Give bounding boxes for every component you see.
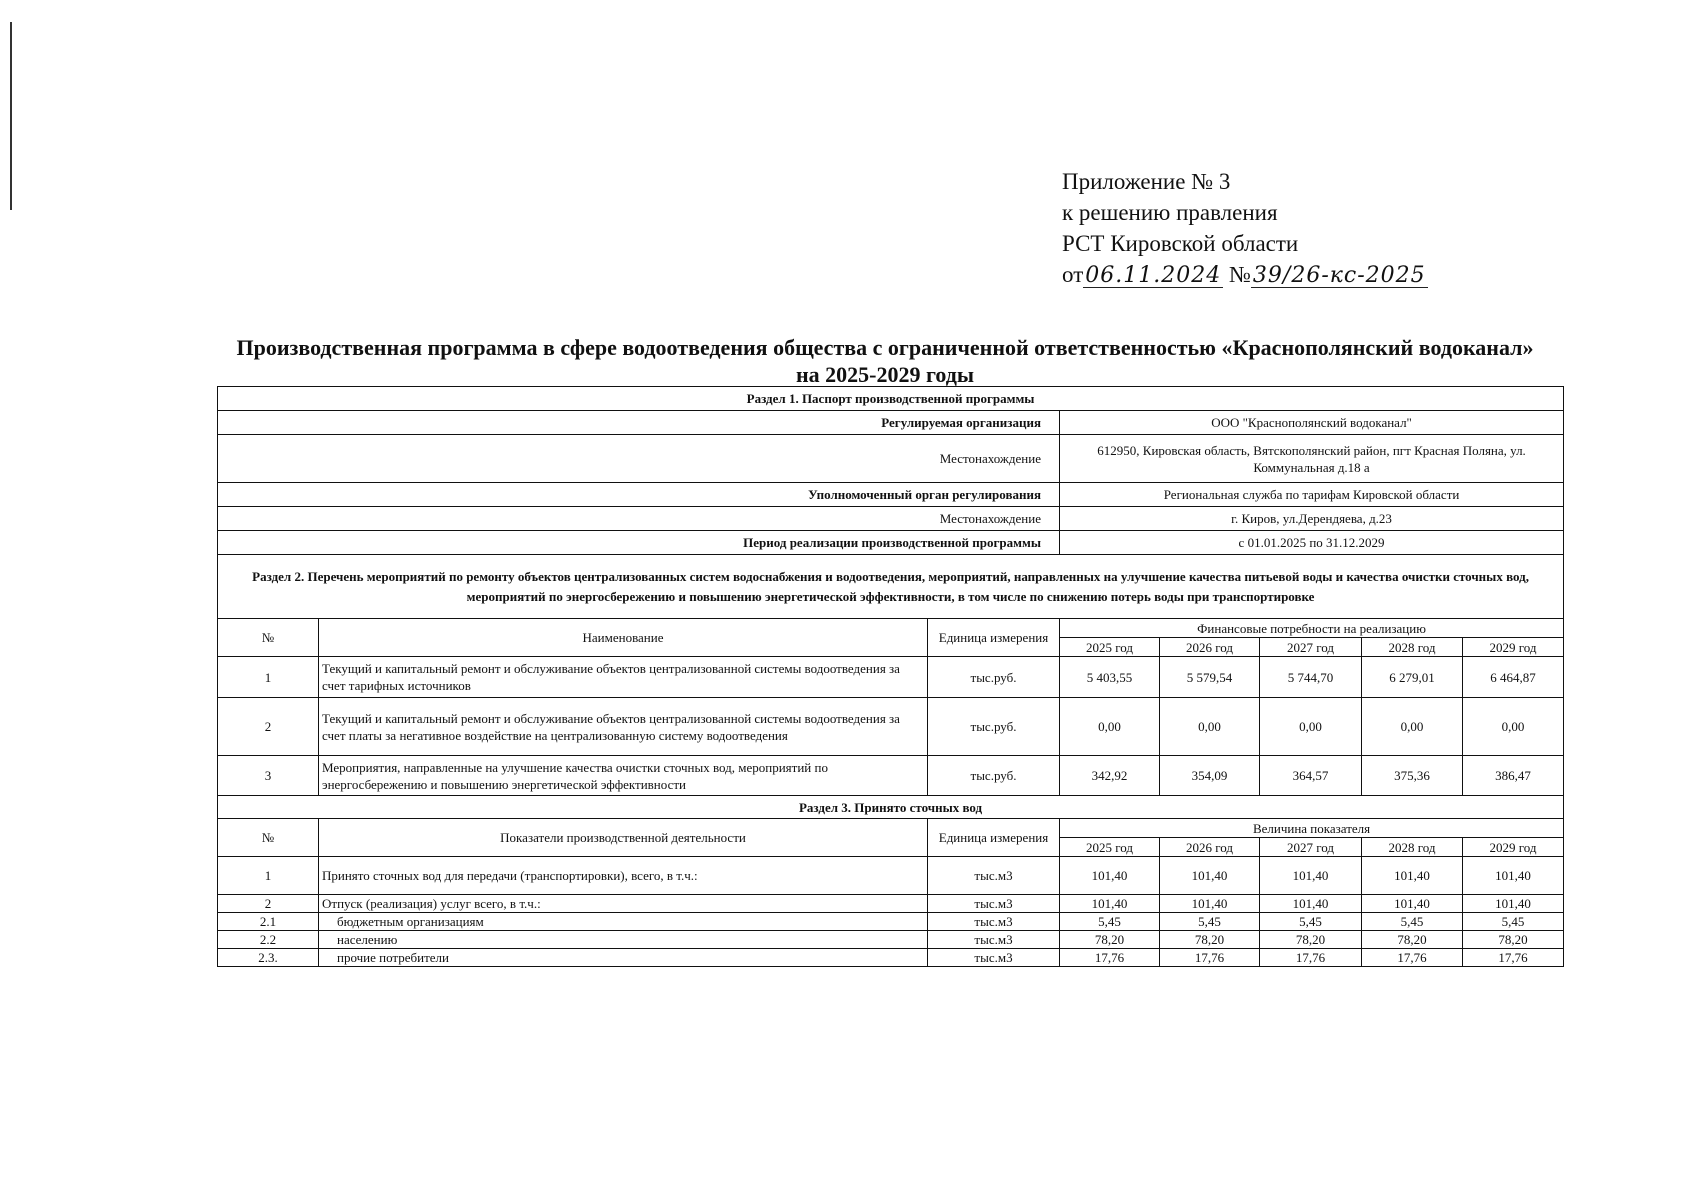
passport-value: с 01.01.2025 по 31.12.2029 [1060, 531, 1564, 555]
handwritten-date: 06.11.2024 [1085, 263, 1222, 288]
row-number: 2 [218, 698, 319, 756]
row-value: 101,40 [1463, 857, 1564, 895]
passport-label: Период реализации производственной программы [218, 531, 1060, 555]
table-row [218, 756, 1564, 796]
section2-col-group: Финансовые потребности на реализацию [1060, 619, 1564, 638]
passport-label: Местонахождение [218, 507, 1060, 531]
passport-row [218, 435, 1564, 483]
row-value: 0,00 [1060, 698, 1160, 756]
appendix-line-1: Приложение № 3 [1062, 169, 1231, 194]
passport-row [218, 411, 1564, 435]
row-value: 375,36 [1362, 756, 1463, 796]
row-value: 101,40 [1463, 895, 1564, 913]
section3-heading: Раздел 3. Принято сточных вод [218, 796, 1564, 819]
row-value: 0,00 [1463, 698, 1564, 756]
year-header: 2026 год [1160, 838, 1260, 857]
title-line-2: на 2025-2029 годы [795, 362, 975, 387]
row-value: 78,20 [1463, 931, 1564, 949]
row-value: 78,20 [1362, 931, 1463, 949]
row-value: 6 464,87 [1463, 657, 1564, 698]
row-value: 101,40 [1160, 857, 1260, 895]
section2-col-unit: Единица измерения [928, 619, 1060, 657]
row-unit: тыс.м3 [928, 949, 1060, 967]
table-row [218, 857, 1564, 895]
passport-label: Уполномоченный орган регулирования [218, 483, 1060, 507]
section3-col-num: № [218, 819, 319, 857]
section1-heading: Раздел 1. Паспорт производственной программы [218, 387, 1564, 411]
row-value: 101,40 [1362, 895, 1463, 913]
row-value: 6 279,01 [1362, 657, 1463, 698]
row-name: Текущий и капитальный ремонт и обслуживание объектов централизованной системы водоотведения за счет платы за негативное воздействие на централизованную систему водоотведения [319, 698, 928, 756]
row-value: 5,45 [1160, 913, 1260, 931]
appendix-line-2: к решению правления [1062, 200, 1278, 225]
year-header: 2027 год [1260, 838, 1362, 857]
row-value: 101,40 [1060, 857, 1160, 895]
row-unit: тыс.м3 [928, 913, 1060, 931]
row-value: 17,76 [1463, 949, 1564, 967]
row-unit: тыс.руб. [928, 756, 1060, 796]
row-number: 1 [218, 657, 319, 698]
row-name: прочие потребители [319, 949, 928, 967]
section2-col-num: № [218, 619, 319, 657]
passport-value: Региональная служба по тарифам Кировской области [1060, 483, 1564, 507]
passport-row [218, 483, 1564, 507]
passport-value: 612950, Кировская область, Вятскополянский район, пгт Красная Поляна, ул. Коммунальная д.18 а [1060, 435, 1564, 483]
row-unit: тыс.руб. [928, 698, 1060, 756]
row-unit: тыс.м3 [928, 895, 1060, 913]
table-row [218, 657, 1564, 698]
year-header: 2027 год [1260, 638, 1362, 657]
row-name: Отпуск (реализация) услуг всего, в т.ч.: [319, 895, 928, 913]
handwritten-number: 39/26-кс-2025 [1252, 263, 1426, 288]
row-name: населению [319, 931, 928, 949]
year-header: 2028 год [1362, 638, 1463, 657]
year-header: 2026 год [1160, 638, 1260, 657]
row-value: 101,40 [1362, 857, 1463, 895]
row-value: 17,76 [1160, 949, 1260, 967]
row-value: 101,40 [1260, 895, 1362, 913]
year-header: 2025 год [1060, 638, 1160, 657]
row-value: 5,45 [1362, 913, 1463, 931]
table-row [218, 931, 1564, 949]
passport-row [218, 507, 1564, 531]
appendix-line-3: РСТ Кировской области [1062, 231, 1299, 256]
row-number: 2.2 [218, 931, 319, 949]
row-unit: тыс.руб. [928, 657, 1060, 698]
row-value: 5,45 [1060, 913, 1160, 931]
appendix-block [1062, 166, 1428, 290]
year-header: 2029 год [1463, 838, 1564, 857]
document-title [200, 334, 1570, 388]
row-number: 3 [218, 756, 319, 796]
table-row [218, 949, 1564, 967]
row-value: 354,09 [1160, 756, 1260, 796]
row-number: 2.1 [218, 913, 319, 931]
row-name: бюджетным организациям [319, 913, 928, 931]
row-unit: тыс.м3 [928, 857, 1060, 895]
section3-col-group: Величина показателя [1060, 819, 1564, 838]
row-value: 5 579,54 [1160, 657, 1260, 698]
number-sign: № [1228, 262, 1251, 287]
row-value: 101,40 [1060, 895, 1160, 913]
page-edge-mark [10, 22, 12, 210]
row-value: 78,20 [1160, 931, 1260, 949]
section3-col-unit: Единица измерения [928, 819, 1060, 857]
title-line-1: Производственная программа в сфере водоотведения общества с ограниченной ответственностью «Краснополянский водоканал» [236, 335, 1534, 360]
row-value: 0,00 [1160, 698, 1260, 756]
row-value: 364,57 [1260, 756, 1362, 796]
row-name: Текущий и капитальный ремонт и обслуживание объектов централизованной системы водоотведения за счет тарифных источников [319, 657, 928, 698]
row-value: 386,47 [1463, 756, 1564, 796]
from-prefix: от [1062, 262, 1084, 287]
row-value: 101,40 [1160, 895, 1260, 913]
row-number: 2.3. [218, 949, 319, 967]
table-row [218, 895, 1564, 913]
row-value: 78,20 [1260, 931, 1362, 949]
row-value: 17,76 [1260, 949, 1362, 967]
row-number: 1 [218, 857, 319, 895]
row-name: Принято сточных вод для передачи (транспортировки), всего, в т.ч.: [319, 857, 928, 895]
row-number: 2 [218, 895, 319, 913]
section3-col-name: Показатели производственной деятельности [319, 819, 928, 857]
passport-value: г. Киров, ул.Дерендяева, д.23 [1060, 507, 1564, 531]
row-value: 0,00 [1362, 698, 1463, 756]
table-row [218, 698, 1564, 756]
row-value: 5,45 [1260, 913, 1362, 931]
appendix-line-4 [1062, 259, 1428, 290]
row-unit: тыс.м3 [928, 931, 1060, 949]
row-name: Мероприятия, направленные на улучшение качества очистки сточных вод, мероприятий по энергосбережению и повышению энергетической эффективности [319, 756, 928, 796]
program-table [217, 386, 1564, 967]
passport-row [218, 531, 1564, 555]
table-row [218, 913, 1564, 931]
year-header: 2025 год [1060, 838, 1160, 857]
row-value: 17,76 [1362, 949, 1463, 967]
row-value: 5,45 [1463, 913, 1564, 931]
row-value: 0,00 [1260, 698, 1362, 756]
row-value: 5 403,55 [1060, 657, 1160, 698]
row-value: 78,20 [1060, 931, 1160, 949]
row-value: 342,92 [1060, 756, 1160, 796]
year-header: 2028 год [1362, 838, 1463, 857]
section2-col-name: Наименование [319, 619, 928, 657]
row-value: 17,76 [1060, 949, 1160, 967]
passport-value: ООО "Краснополянский водоканал" [1060, 411, 1564, 435]
row-value: 5 744,70 [1260, 657, 1362, 698]
row-value: 101,40 [1260, 857, 1362, 895]
passport-label: Местонахождение [218, 435, 1060, 483]
year-header: 2029 год [1463, 638, 1564, 657]
passport-label: Регулируемая организация [218, 411, 1060, 435]
section2-heading: Раздел 2. Перечень мероприятий по ремонту объектов централизованных систем водоснабжения и водоотведения, мероприятий, направленных на улучшение качества питьевой воды и качества очистки сточных вод, мероприятий по энергосбережению и повышению энергетической эффективности, в том числе по снижению потерь воды при транспортировке [218, 555, 1564, 619]
